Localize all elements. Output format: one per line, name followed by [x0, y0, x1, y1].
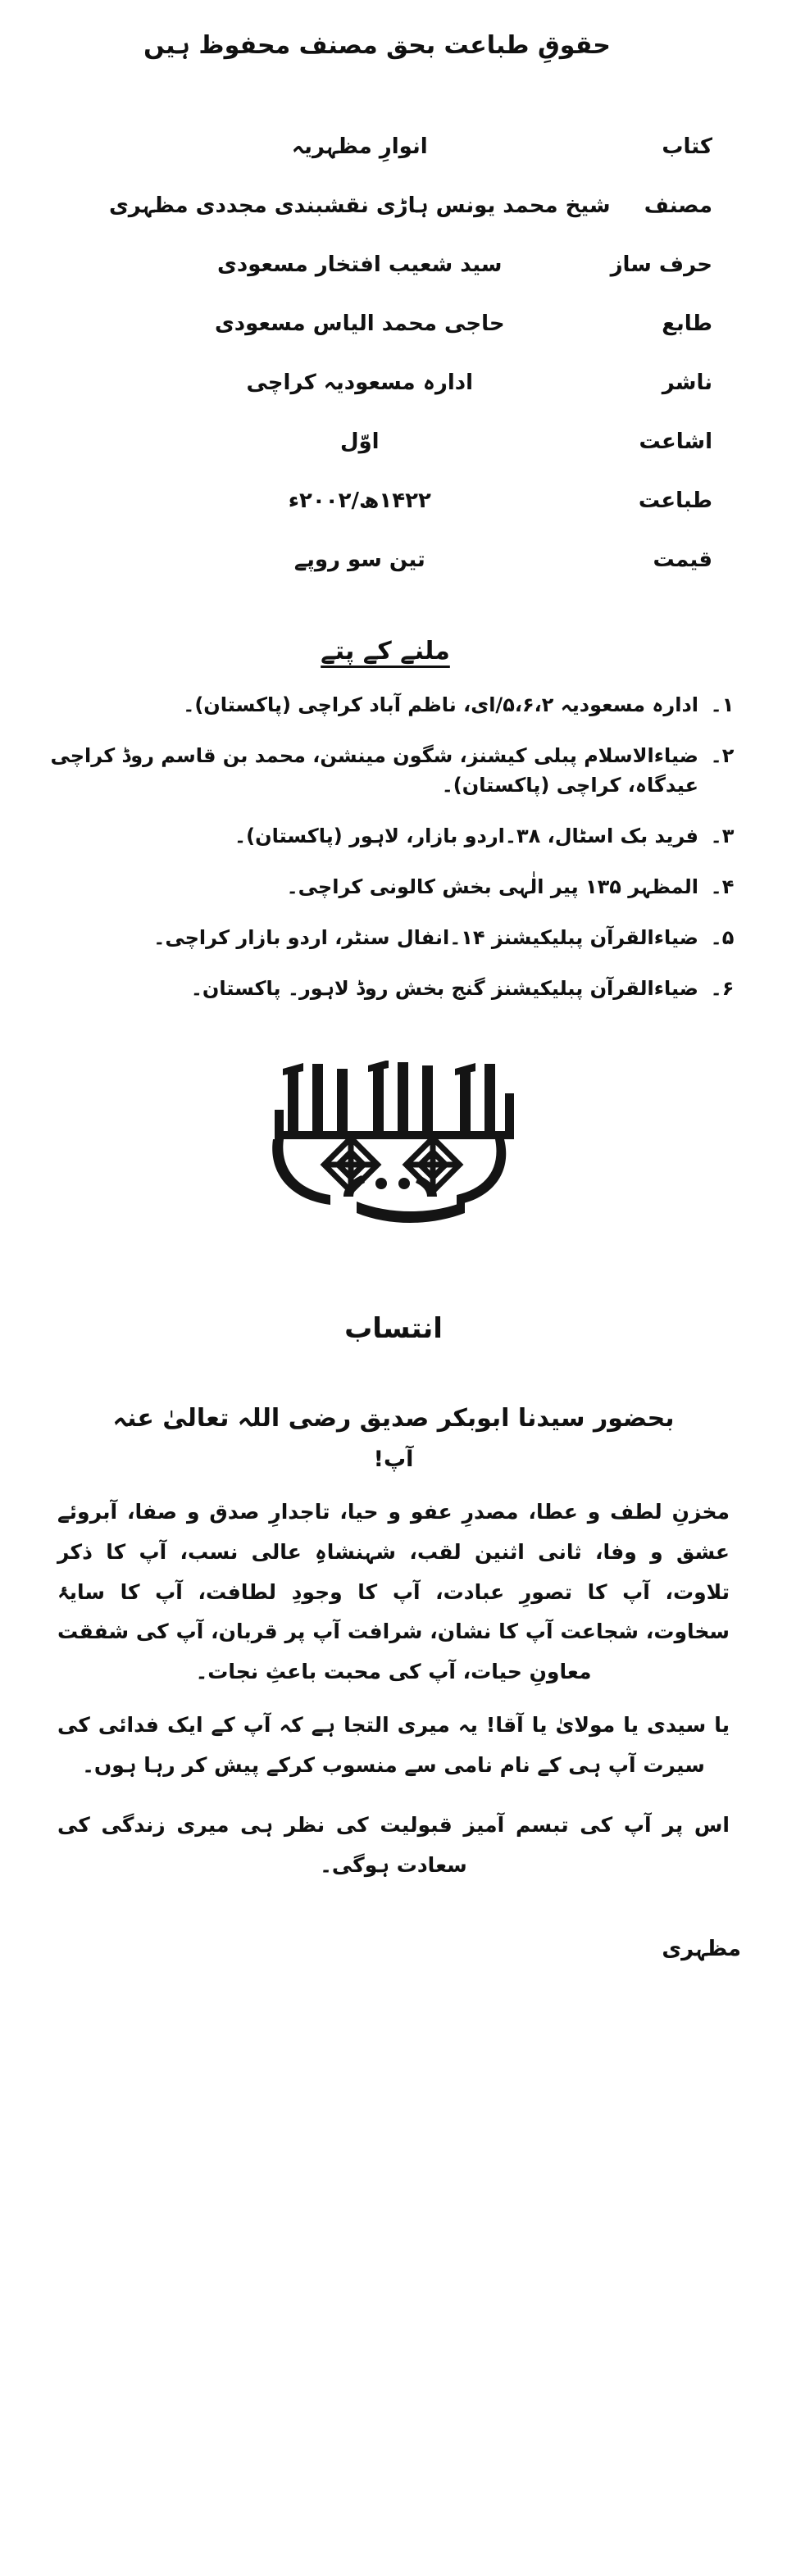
table-row — [60, 530, 727, 589]
table-row — [60, 471, 727, 530]
info-value-musannif: شیخ محمد یونس ہاڑی نقشبندی مجددی مظہری — [108, 193, 611, 218]
list-item — [41, 923, 746, 952]
table-row — [60, 176, 727, 235]
info-label-tabaat: طباعت — [638, 488, 713, 513]
info-value-tabaat: ۱۴۲۲ھ/۲۰۰۲ء — [288, 488, 431, 513]
address-number: ۴۔ — [710, 875, 735, 898]
info-label-qeemat: قیمت — [653, 547, 713, 572]
dedication-paragraph-1: مخزنِ لطف و عطا، مصدرِ عفو و حیا، تاجدارِ صدق و صفا، آبروئے عشق و وفا، ثانی اثنین لقب، شہنشاہِ عالی نسب، آپ کا ذکر تلاوت، آپ کا تصورِ عبادت، آپ کا وجودِ لطافت، آپ کا سایۂ سخاوت، شجاعت آپ کا نشان، شرافت آپ پر قربان، آپ کی شفقت معاونِ حیات، آپ کی محبت باعثِ نجات۔ — [57, 1500, 730, 1683]
info-value-harf-saz: سید شعیب افتخار مسعودی — [217, 252, 503, 277]
info-label-harf-saz: حرف ساز — [610, 252, 713, 277]
table-row — [60, 412, 727, 471]
dedication-salutation: آپ! — [373, 1447, 414, 1472]
addresses-list — [41, 690, 746, 1003]
address-text: المظہر ۱۳۵ پیر الٰہی بخش کالونی کراچی۔ — [286, 875, 698, 898]
address-text: ضیاءالقرآن پبلیکیشنز گنج بخش روڈ لاہور۔ پاکستان۔ — [190, 977, 698, 1000]
info-value-kitab: انوارِ مظہریہ — [291, 134, 428, 159]
list-item — [41, 741, 746, 800]
address-text: فرید بک اسٹال، ۳۸۔اردو بازار، لاہور (پاکستان)۔ — [234, 825, 698, 847]
copyright-notice: حقوقِ طباعت بحق مصنف محفوظ ہیں — [143, 31, 611, 60]
address-number: ۵۔ — [710, 926, 735, 949]
address-number: ۱۔ — [710, 693, 735, 716]
dedication-paragraph-3: اس پر آپ کی تبسم آمیز قبولیت کی نظر ہی میری زندگی کی سعادت ہوگی۔ — [57, 1813, 730, 1877]
bismillah-calligraphy-icon — [258, 1061, 529, 1237]
address-number: ۲۔ — [710, 744, 735, 767]
table-row — [60, 235, 727, 294]
info-value-tabi: حاجی محمد الیاس مسعودی — [214, 311, 505, 336]
dedication-title: انتساب — [344, 1312, 443, 1345]
list-item — [41, 690, 746, 720]
info-label-nashir: ناشر — [662, 370, 713, 395]
dedication-body — [57, 1492, 730, 1886]
dedication-paragraph-2: یا سیدی یا مولایٰ یا آقا! یہ میری التجا ہے کہ آپ کے ایک فدائی کی سیرت آپ ہی کے نام نامی سے منسوب کرکے پیش کر رہا ہوں۔ — [57, 1712, 730, 1777]
info-value-qeemat: تین سو روپے — [293, 547, 425, 572]
info-label-ishaat: اشاعت — [639, 429, 713, 454]
info-label-tabi: طابع — [662, 311, 713, 336]
info-value-ishaat: اوّل — [339, 429, 380, 454]
table-row — [60, 294, 727, 353]
list-item — [41, 872, 746, 902]
book-info-table — [60, 117, 727, 589]
table-row — [60, 353, 727, 412]
info-value-nashir: ادارہ مسعودیہ کراچی — [246, 370, 474, 395]
addresses-heading: ملنے کے پتے — [321, 637, 450, 666]
info-label-kitab: کتاب — [662, 134, 713, 159]
address-text: ادارہ مسعودیہ ۵،۶،۲/ای، ناظم آباد کراچی (پاکستان)۔ — [183, 693, 698, 716]
table-row — [60, 117, 727, 176]
dedication-addressee: بحضور سیدنا ابوبکر صدیق رضی اللہ تعالیٰ عنہ — [112, 1404, 675, 1433]
list-item — [41, 821, 746, 851]
address-text: ضیاءالقرآن پبلیکیشنز ۱۴۔انفال سنٹر، اردو بازار کراچی۔ — [153, 926, 698, 949]
info-label-musannif: مصنف — [644, 193, 713, 218]
address-text: ضیاءالاسلام پبلی کیشنز، شگون مینشن، محمد بن قاسم روڈ کراچی عیدگاہ، کراچی (پاکستان)۔ — [50, 744, 698, 797]
address-number: ۳۔ — [710, 825, 735, 847]
address-number: ۶۔ — [710, 977, 735, 1000]
list-item — [41, 974, 746, 1003]
document-page — [0, 31, 787, 2576]
dedication-signature: مظہری — [662, 1936, 741, 1961]
